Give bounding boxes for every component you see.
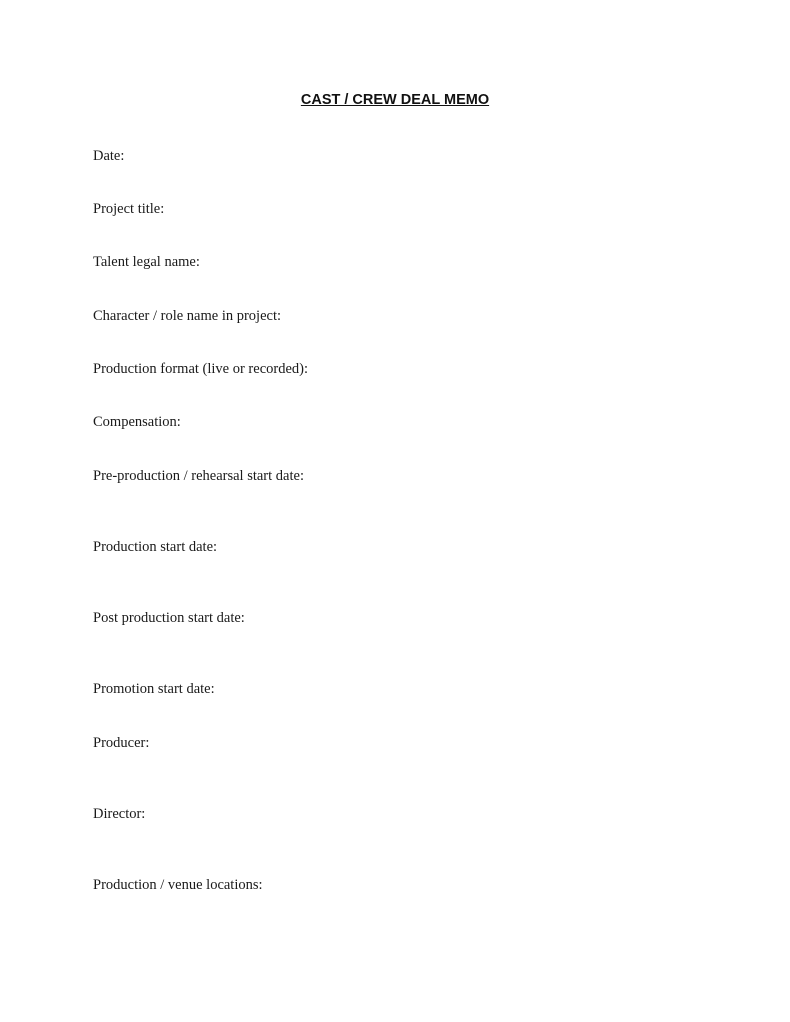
field-label-production-format: Production format (live or recorded): [93, 361, 309, 377]
field-label-preproduction-start: Pre-production / rehearsal start date: [93, 468, 304, 484]
field-label-project-title: Project title: [93, 201, 165, 217]
document-title: CAST / CREW DEAL MEMO [300, 92, 490, 108]
field-label-date: Date: [93, 148, 125, 164]
field-label-post-production-start: Post production start date: [93, 610, 245, 626]
field-label-promotion-start: Promotion start date: [93, 681, 215, 697]
field-label-talent-legal-name: Talent legal name: [93, 254, 200, 270]
field-label-director: Director: [93, 806, 146, 822]
field-label-character-role: Character / role name in project: [93, 308, 282, 324]
field-label-producer: Producer: [93, 735, 150, 751]
field-label-production-start: Production start date: [93, 539, 218, 555]
field-label-compensation: Compensation: [93, 414, 181, 430]
field-label-venue-locations: Production / venue locations: [93, 877, 263, 893]
